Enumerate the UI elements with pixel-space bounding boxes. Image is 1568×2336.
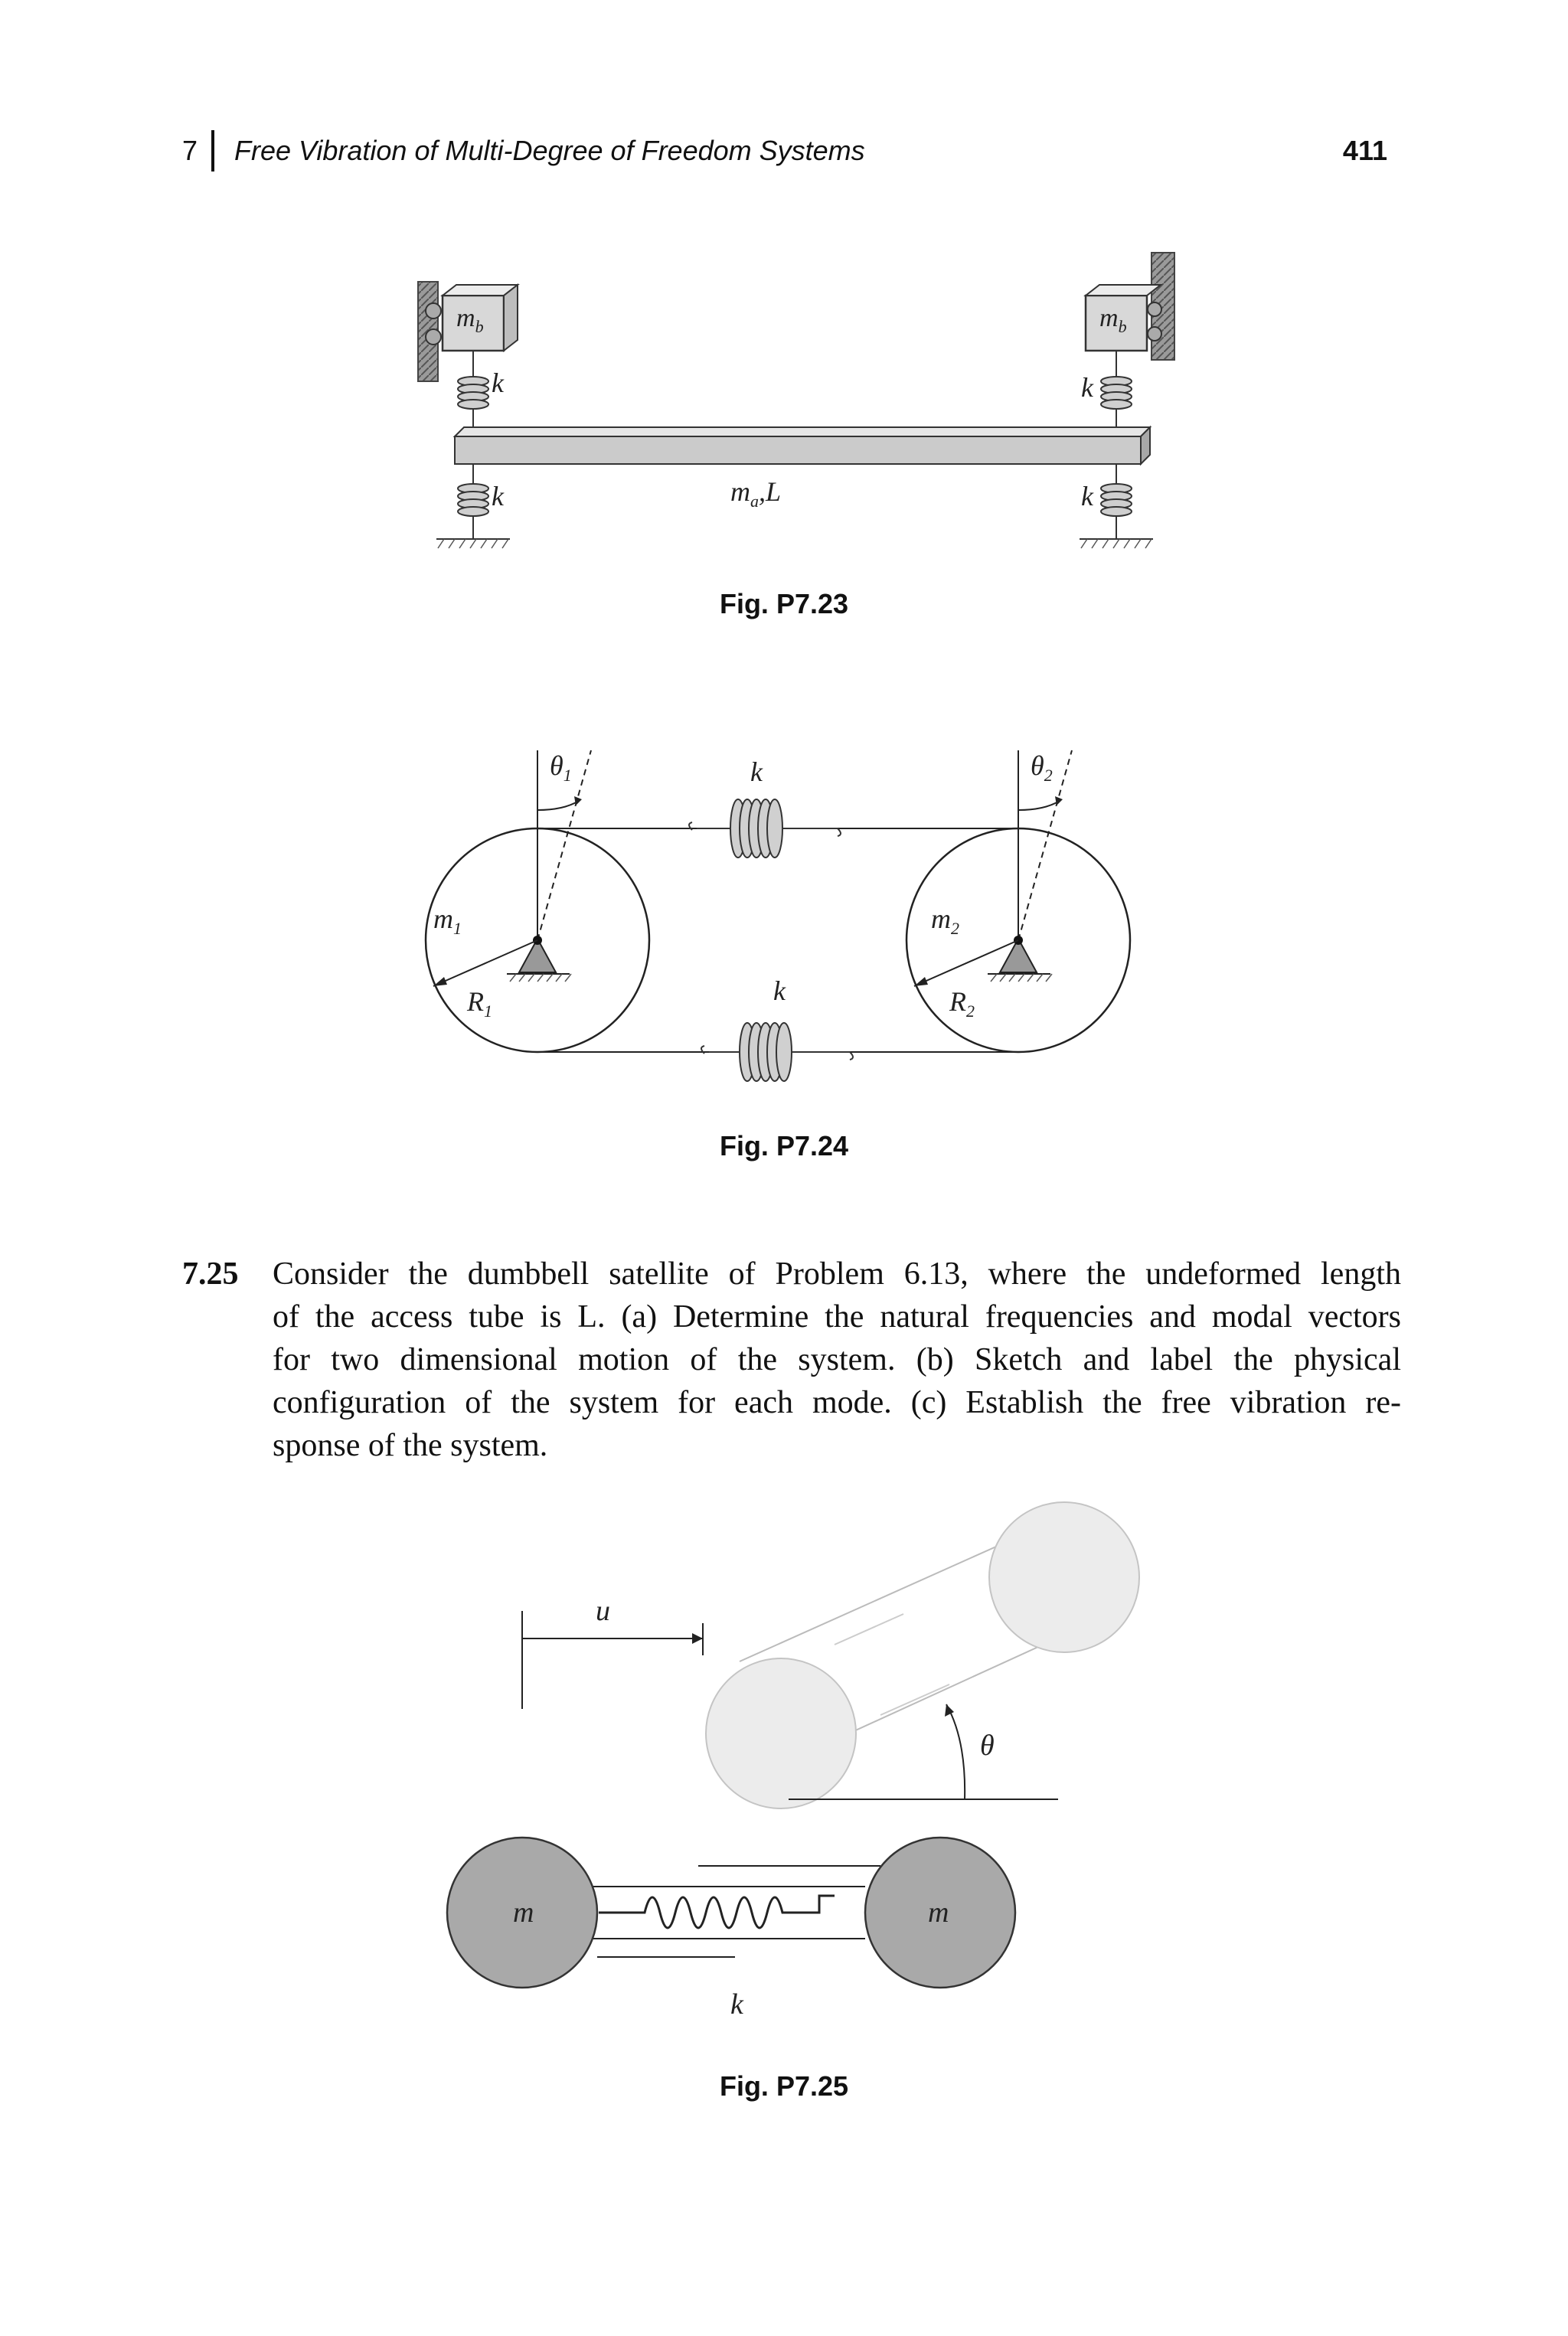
problem-number: 7.25 [182,1256,239,1292]
label-theta: θ [980,1730,995,1762]
spring-upper-left [458,351,488,430]
label-k-lower-right: k [1081,481,1093,511]
label-k-upper-left: k [492,368,504,398]
label-r2: $R_2$ [949,986,975,1021]
caption-p7-23: Fig. P7.23 [719,588,849,619]
spring-upper-right [1101,351,1132,430]
spring-dumbbell [599,1896,835,1928]
problem-statement [273,1253,1401,1467]
label-theta1: $\theta_1$ [550,750,572,785]
beam [455,427,1150,464]
left-roller-bottom [426,329,441,345]
label-beam: $m_a,L$ [730,476,782,511]
label-u: u [596,1595,610,1627]
figure-p7-23 [0,0,1568,582]
label-k-bottom: k [773,975,786,1006]
label-mb-right: $m_b$ [1099,304,1127,336]
ghost-mass-upper [989,1502,1139,1652]
label-theta2: $\theta_2$ [1031,750,1053,785]
label-k: k [730,1988,743,2021]
spring-bottom [701,1023,853,1081]
figure-p7-24 [0,720,1568,1118]
figure-p7-25 [0,1470,1568,2052]
spring-top [689,799,841,858]
label-mb-left: $m_b$ [456,304,484,336]
label-m1: $m_1$ [433,903,462,938]
ghost-mass-lower [706,1658,856,1808]
problem-line: for two dimensional motion of the system. (b) Sketch and label the physical [273,1342,1401,1377]
label-m-right: m [928,1897,949,1929]
problem-line: configuration of the system for each mode. (c) Establish the free vibration re- [273,1385,1401,1420]
label-k-upper-right: k [1081,372,1093,403]
label-k-top: k [750,756,763,787]
label-m-left: m [513,1897,534,1929]
label-m2: $m_2$ [931,903,959,938]
problem-line: Consider the dumbbell satellite of Problem 6.13, where the undeformed length [273,1256,1401,1292]
problem-line: sponse of the system. [273,1428,548,1463]
caption-p7-25: Fig. P7.25 [719,2070,849,2102]
label-k-lower-left: k [492,481,504,511]
problem-line: of the access tube is L. (a) Determine the natural frequencies and modal vectors [273,1299,1401,1335]
left-roller-top [426,303,441,319]
page-number: 411 [1342,135,1387,166]
chapter-number: 7 [182,135,198,166]
label-r1: $R_1$ [467,986,492,1021]
running-title: Free Vibration of Multi-Degree of Freedom Systems [234,135,865,166]
caption-p7-24: Fig. P7.24 [719,1130,849,1161]
